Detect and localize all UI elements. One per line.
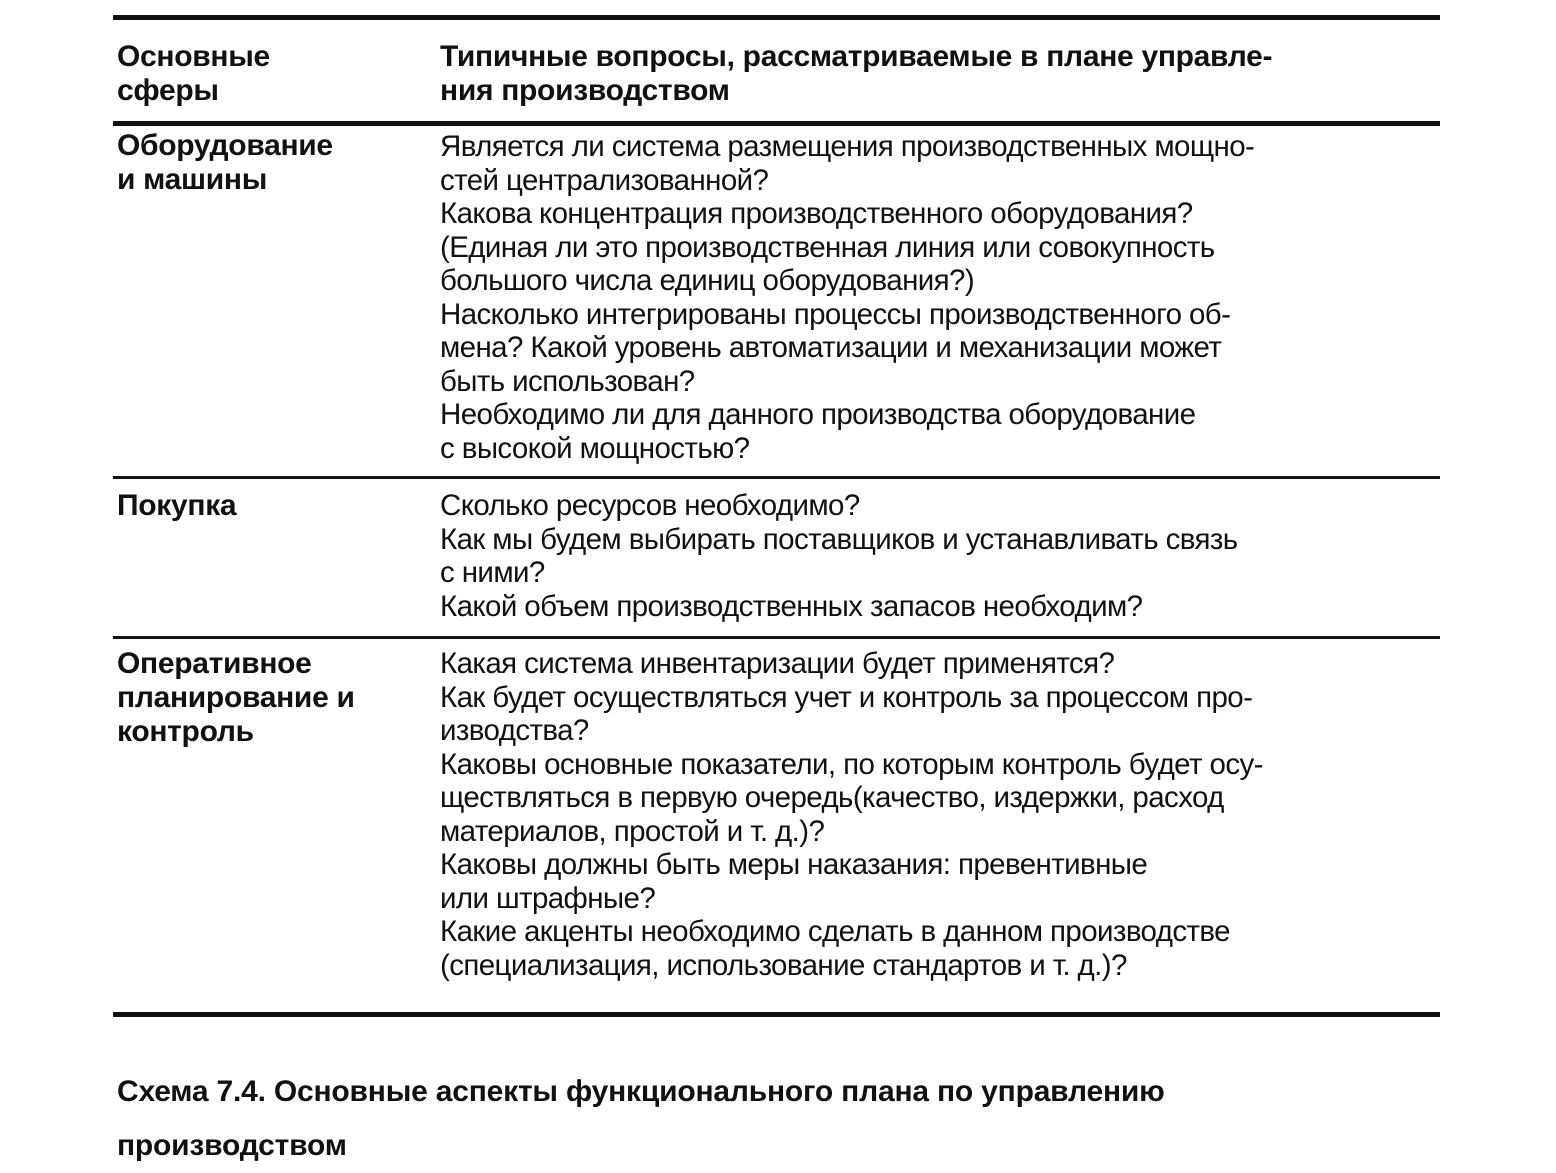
question-line: мена? Какой уровень автоматизации и механизации может bbox=[440, 331, 1222, 364]
table-top-rule bbox=[113, 15, 1440, 20]
row-separator bbox=[113, 636, 1440, 639]
row-separator bbox=[113, 476, 1440, 479]
question-line: Является ли система размещения производственных мощно- bbox=[440, 130, 1255, 163]
question-line: Какая система инвентаризации будет применятся? bbox=[440, 647, 1115, 680]
header-spheres bbox=[117, 40, 417, 108]
question-line: Какой объем производственных запасов необходим? bbox=[440, 589, 1143, 623]
question-line: или штрафные? bbox=[440, 881, 656, 915]
question-line: с ними? bbox=[440, 556, 545, 589]
question-line: ществляться в первую очередь(качество, издержки, расход bbox=[440, 781, 1224, 814]
row-sphere-equipment bbox=[117, 129, 417, 197]
question-line: (специализация, использование стандартов и т. д.)? bbox=[440, 948, 1127, 982]
header-spheres-line: сферы bbox=[117, 74, 219, 107]
question-line: Как будет осуществляться учет и контроль за процессом про- bbox=[440, 680, 1253, 714]
schema-caption bbox=[117, 1065, 1437, 1173]
question-line: стей централизованной? bbox=[440, 163, 769, 197]
row-sphere-operations bbox=[117, 647, 417, 749]
schema-page bbox=[113, 0, 1440, 1162]
sphere-line: планирование и bbox=[117, 681, 355, 714]
sphere-line: и машины bbox=[117, 163, 268, 196]
header-questions-line: ния производством bbox=[440, 74, 730, 107]
caption-line: Схема 7.4. Основные аспекты функционального плана по управлению bbox=[117, 1075, 1165, 1108]
row-questions-purchasing bbox=[440, 489, 1440, 623]
sphere-line: Оборудование bbox=[117, 129, 333, 162]
question-line: Сколько ресурсов необходимо? bbox=[440, 489, 860, 522]
question-line: большого числа единиц оборудования?) bbox=[440, 264, 975, 297]
header-questions-line: Типичные вопросы, рассматриваемые в плане управле- bbox=[440, 40, 1273, 73]
question-line: Каковы основные показатели, по которым контроль будет осу- bbox=[440, 747, 1263, 781]
table-bottom-rule bbox=[113, 1012, 1440, 1017]
question-line: с высокой мощностью? bbox=[440, 431, 750, 465]
question-line: Какие акценты необходимо сделать в данном производстве bbox=[440, 915, 1230, 948]
row-questions-operations bbox=[440, 647, 1440, 982]
question-line: материалов, простой и т. д.)? bbox=[440, 814, 825, 848]
header-questions bbox=[440, 40, 1440, 108]
caption-line: производством bbox=[117, 1129, 347, 1162]
question-line: Какова концентрация производственного оборудования? bbox=[440, 197, 1193, 230]
sphere-line: контроль bbox=[117, 715, 254, 748]
row-sphere-purchasing bbox=[117, 489, 417, 523]
question-line: Каковы должны быть меры наказания: превентивные bbox=[440, 848, 1148, 881]
question-line: изводства? bbox=[440, 714, 589, 747]
question-line: Насколько интегрированы процессы производственного об- bbox=[440, 297, 1231, 331]
sphere-line: Оперативное bbox=[117, 647, 312, 680]
header-spheres-line: Основные bbox=[117, 40, 270, 73]
question-line: Как мы будем выбирать поставщиков и устанавливать связь bbox=[440, 522, 1238, 556]
table-header-rule bbox=[113, 121, 1440, 126]
question-line: (Единая ли это производственная линия или совокупность bbox=[440, 230, 1215, 264]
row-questions-equipment bbox=[440, 130, 1440, 465]
question-line: быть использован? bbox=[440, 364, 695, 398]
question-line: Необходимо ли для данного производства оборудование bbox=[440, 398, 1196, 431]
sphere-line: Покупка bbox=[117, 489, 237, 522]
